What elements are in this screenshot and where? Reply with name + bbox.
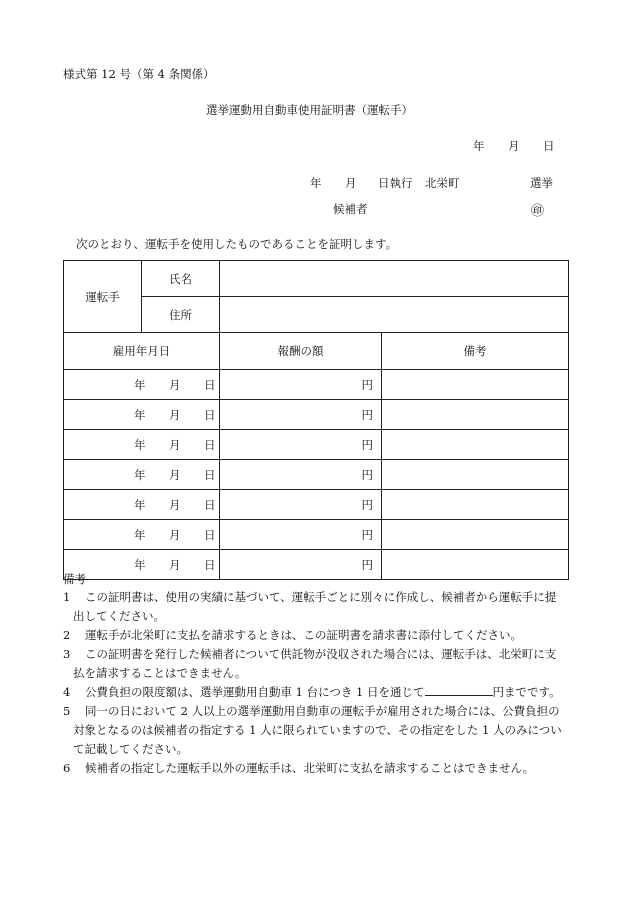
pay-cell[interactable] (220, 460, 382, 490)
row-month: 月 (169, 378, 181, 392)
row-month: 月 (169, 528, 181, 542)
issue-day: 日 (543, 139, 555, 153)
issue-month: 月 (508, 139, 520, 153)
note-4-text-b: 円までです。 (492, 685, 561, 699)
name-field[interactable] (220, 261, 569, 297)
row-yen: 円 (361, 377, 373, 392)
remarks-cell[interactable] (382, 460, 569, 490)
address-label: 住所 (169, 307, 192, 322)
form-number: 様式第 12 号（第 4 条関係） (63, 67, 215, 81)
pay-cell[interactable] (220, 400, 382, 430)
election-year: 年 (310, 176, 322, 190)
note-3-text-a: この証明書を発行した候補者について供託物が没収された場合には、運転手は、北栄町に支 (85, 647, 557, 661)
note-2-text-a: 運転手が北栄町に支払を請求するときは、この証明書を請求書に添付してください。 (85, 628, 522, 642)
remarks-cell[interactable] (382, 370, 569, 400)
col-date-header (64, 333, 220, 370)
document-title: 選挙運動用自動車使用証明書（運転手） (206, 103, 413, 117)
row-yen: 円 (361, 497, 373, 512)
col-pay-label: 報酬の額 (277, 344, 324, 358)
note-1-text-a: この証明書は、使用の実績に基づいて、運転手ごとに別々に作成し、候補者から運転手に提 (85, 590, 557, 604)
election-day-exec: 日執行 (378, 176, 413, 190)
row-month: 月 (169, 408, 181, 422)
note-5-text-b: 対象となるのは候補者の指定する 1 人に限られていますので、その指定をした 1 人のみについ (73, 723, 562, 737)
pay-cell[interactable] (220, 370, 382, 400)
note-3 (63, 645, 573, 683)
note-1 (63, 588, 573, 626)
address-field[interactable] (220, 297, 569, 333)
row-day: 日 (204, 528, 216, 542)
row-month: 月 (169, 558, 181, 572)
row-yen: 円 (361, 557, 373, 572)
row-year: 年 (134, 528, 146, 542)
driver-table (63, 260, 569, 580)
date-cell[interactable] (64, 490, 220, 520)
row-year: 年 (134, 438, 146, 452)
note-4-number: 4 (63, 685, 71, 699)
note-4 (63, 683, 573, 702)
date-cell[interactable] (64, 520, 220, 550)
table-row (64, 430, 569, 460)
remarks-cell[interactable] (382, 400, 569, 430)
note-4-text-a: 公費負担の限度額は、選挙運動用自動車 1 台につき 1 日を通じて (85, 685, 425, 699)
limit-amount-blank[interactable] (425, 683, 493, 696)
candidate-label: 候補者 (333, 202, 368, 216)
table-row (64, 520, 569, 550)
note-1-text-b: 出してください。 (73, 609, 165, 623)
note-6 (63, 759, 573, 778)
name-label: 氏名 (169, 271, 192, 286)
table-row (64, 490, 569, 520)
row-day: 日 (204, 378, 216, 392)
table-row (64, 370, 569, 400)
note-5-text-c: て記載してください。 (73, 742, 188, 756)
remarks-cell[interactable] (382, 520, 569, 550)
row-year: 年 (134, 408, 146, 422)
row-year: 年 (134, 498, 146, 512)
row-yen: 円 (361, 467, 373, 482)
row-month: 月 (169, 438, 181, 452)
note-3-text-b: 払を請求することはできません。 (73, 666, 247, 680)
row-day: 日 (204, 558, 216, 572)
row-month: 月 (169, 468, 181, 482)
pay-cell[interactable] (220, 490, 382, 520)
issue-year: 年 (473, 139, 485, 153)
address-label-cell (142, 297, 220, 333)
date-cell[interactable] (64, 460, 220, 490)
col-pay-header (220, 333, 382, 370)
date-cell[interactable] (64, 370, 220, 400)
note-5-text-a: 同一の日において 2 人以上の選挙運動用自動車の運転手が雇用された場合には、公費負担の (85, 704, 560, 718)
row-yen: 円 (361, 437, 373, 452)
row-year: 年 (134, 378, 146, 392)
notes-heading: 備考 (63, 572, 86, 586)
row-yen: 円 (361, 527, 373, 542)
note-2-number: 2 (63, 628, 71, 642)
row-day: 日 (204, 498, 216, 512)
remarks-cell[interactable] (382, 490, 569, 520)
pay-cell[interactable] (220, 430, 382, 460)
intro-text: 次のとおり、運転手を使用したものであることを証明します。 (76, 237, 398, 251)
note-3-number: 3 (63, 647, 71, 661)
row-year: 年 (134, 558, 146, 572)
col-date-label: 雇用年月日 (112, 344, 171, 358)
remarks-cell[interactable] (382, 430, 569, 460)
row-month: 月 (169, 498, 181, 512)
note-1-number: 1 (63, 590, 71, 604)
note-6-text-a: 候補者の指定した運転手以外の運転手は、北栄町に支払を請求することはできません。 (85, 761, 535, 775)
name-label-cell (142, 261, 220, 297)
election-type: 選挙 (530, 176, 553, 190)
row-year: 年 (134, 468, 146, 482)
election-month: 月 (345, 176, 357, 190)
date-cell[interactable] (64, 430, 220, 460)
table-row (64, 400, 569, 430)
col-remarks-label: 備考 (463, 344, 487, 358)
table-row (64, 460, 569, 490)
note-6-number: 6 (63, 761, 71, 775)
driver-label: 運転手 (85, 289, 120, 304)
driver-label-cell (64, 261, 142, 333)
row-day: 日 (204, 438, 216, 452)
note-5 (63, 702, 573, 759)
date-cell[interactable] (64, 400, 220, 430)
election-town: 北栄町 (425, 176, 460, 190)
col-remarks-header (382, 333, 569, 370)
row-day: 日 (204, 408, 216, 422)
seal-mark: ㊞ (531, 204, 545, 219)
row-day: 日 (204, 468, 216, 482)
note-5-number: 5 (63, 704, 71, 718)
row-yen: 円 (361, 407, 373, 422)
note-2 (63, 626, 573, 645)
pay-cell[interactable] (220, 520, 382, 550)
